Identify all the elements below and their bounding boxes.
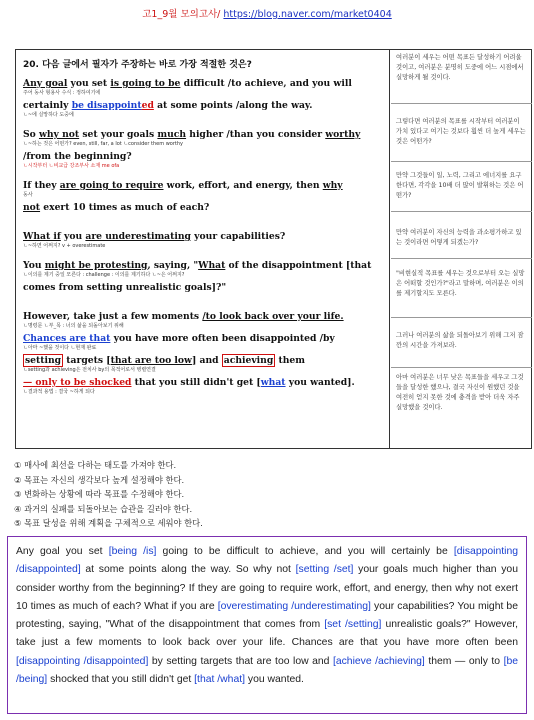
option-3[interactable]: [setting /set] <box>295 564 354 576</box>
option-1[interactable]: [being /is] <box>108 546 157 557</box>
option-4[interactable]: [overestimating /underestimating] <box>217 600 371 612</box>
annotation-12: ㄴsetting과 achieving은 전치사 by의 목적어로서 병렬연결 <box>23 367 156 373</box>
question-box <box>15 49 532 449</box>
grammar-exercise-box: Any goal you set [being /is] going to be difficult to achieve, and you will certainly be [disappointing /disappointed] at some points along the way. So why not [setting /set] your goals much higher than you consider worthy from the beginning? If they are going to require work, effort, and energy, then why not exert 10 times as much of each? What if you are [overestimating /underestimating] your capabilities? You might be protesting, saying, "What of the disappointment that comes from [set /setting] unrealistic goals?" However, take just a few moments to look back over your life. Chances are that you have more often been [disappointing /disappointed] by setting targets that are too low and [achieve /achieving] them — only to [be /being] shocked that you still didn't get [that /what] you wanted. <box>7 536 527 714</box>
choice-3[interactable]: ③ 변화하는 상황에 따라 목표를 수정해야 한다. <box>14 489 185 499</box>
annotation-11: ㄴ아마 ~했을 것이다 ㄴ현재 완료 <box>23 345 97 351</box>
passage-line-4: /from the beginning? <box>23 151 132 162</box>
passage-line-8: You might be protesting, saying, "What of the disappointment [that <box>23 260 372 271</box>
passage-line-7: What if you are underestimating your capabilities? <box>23 231 286 242</box>
option-7[interactable]: [achieve /achieving] <box>332 655 425 667</box>
option-8[interactable]: [be /being] <box>16 655 519 686</box>
translation-6: 그러나 여러분의 삶을 되돌아보기 위해 그저 잠깐의 시간을 가져보라. <box>391 328 532 368</box>
choice-5[interactable]: ⑤ 목표 달성을 위해 계획을 구체적으로 세워야 한다. <box>14 518 203 528</box>
annotation-2: ㄴ~에 실망하다 도중에 <box>23 112 74 118</box>
choice-4[interactable]: ④ 과거의 실패를 되돌아보는 습관을 길러야 한다. <box>14 503 193 514</box>
passage-line-1: Any goal you set is going to be difficult /to achieve, and you will <box>23 78 352 89</box>
translation-2: 그렇다면 여러분의 목표를 시작부터 여러분이 가치 있다고 여기는 것보다 훨씬 더 높게 세우는 것은 어떤가? <box>391 114 532 162</box>
option-9[interactable]: [that /what] <box>194 674 245 686</box>
translation-5: "비현실적 목표를 세우는 것으로부터 오는 실망은 어떠할 것인가?"라고 말하며, 여러분은 이의를 제기할지도 모른다. <box>391 266 532 318</box>
passage-line-2: certainly be disappointed at some points /along the way. <box>23 100 313 111</box>
answer-choices <box>14 458 414 531</box>
passage-line-6: not exert 10 times as much of each? <box>23 202 210 213</box>
passage-line-9: comes from setting unrealistic goals]?" <box>23 282 227 293</box>
passage-line-13: — only to be shocked that you still didn't get [what you wanted]. <box>23 377 355 388</box>
passage-line-11: Chances are that you have more often been disappointed /by <box>23 333 335 344</box>
passage-line-5: If they are going to require work, effort, and energy, then why <box>23 180 343 191</box>
passage-panel <box>16 50 390 448</box>
option-6[interactable]: [disappointing /disappointed] <box>16 655 149 667</box>
passage-line-3: So why not set your goals much higher /than you consider worthy <box>23 129 361 140</box>
annotation-5: 동사 <box>23 192 33 198</box>
annotation-10: ㄴ명령문 ㄴ부_목 : 너의 삶을 되돌아보기 위해 <box>23 323 124 329</box>
option-2[interactable]: [disappointing /disappointed] <box>16 546 518 576</box>
page-header <box>0 6 534 20</box>
annotation-4: ㄴ시작부터 ㄴ비교급 강조부사 소재 me ofa <box>23 163 120 169</box>
translation-4: 만약 여러분이 자신의 능력을 과소평가하고 있는 것이라면 어떻게 되겠는가? <box>391 225 532 259</box>
translation-1: 여러분이 세우는 어떤 목표든 달성하기 어려울 것이고, 여러분은 분명히 도중에 어느 시점에서 실망하게 될 것이다. <box>391 50 532 104</box>
passage-line-12: setting targets [that are too low] and achieving them <box>25 355 305 366</box>
choice-1[interactable]: ① 매사에 최선을 다하는 태도를 가져야 한다. <box>14 460 177 470</box>
annotation-7: ㄴ~하면 어쩌지? v + overestimate <box>23 243 106 249</box>
annotation-9 <box>23 294 383 304</box>
translation-panel <box>391 50 532 448</box>
annotation-3: ㄴ~하는 것은 어떤가? even, still, far, a lot ㄴconsider them worthy <box>23 141 183 147</box>
translation-3: 만약 그것들이 일, 노력, 그리고 에너지를 요구한다면, 각각을 10배 더 많이 발휘하는 것은 어떤가? <box>391 168 532 212</box>
annotation-1: 주어 동사 형용사 수식 : 정하여기에 <box>23 90 101 96</box>
header-title: 고1_9월 모의고사/ <box>142 9 221 20</box>
translation-7: 아마 여러분은 너무 낮은 목표들을 세우고 그것들을 달성한 했으나, 결국 자신이 원했던 것을 여전히 얻지 못한 것에 충격을 받아 더욱 자주 실망했을 것이다. <box>396 374 524 411</box>
annotation-8: ㄴ이의를 제기 중일 모른다 : challenge : 이의를 제기하다 ㄴ~은 어쩌지? <box>23 272 185 278</box>
passage-line-10: However, take just a few moments /to look back over your life. <box>23 311 344 322</box>
question-title: 20. 다음 글에서 필자가 주장하는 바로 가장 적절한 것은? <box>23 60 252 70</box>
header-blog-link[interactable]: https://blog.naver.com/market0404 <box>223 9 392 20</box>
annotation-13: ㄴ결과적 용법 : 결국 ~하게 되다 <box>23 389 95 395</box>
annotation-6 <box>23 214 383 224</box>
choice-2[interactable]: ② 목표는 자신의 생각보다 높게 설정해야 한다. <box>14 474 185 485</box>
option-5[interactable]: [set /setting] <box>324 619 382 631</box>
